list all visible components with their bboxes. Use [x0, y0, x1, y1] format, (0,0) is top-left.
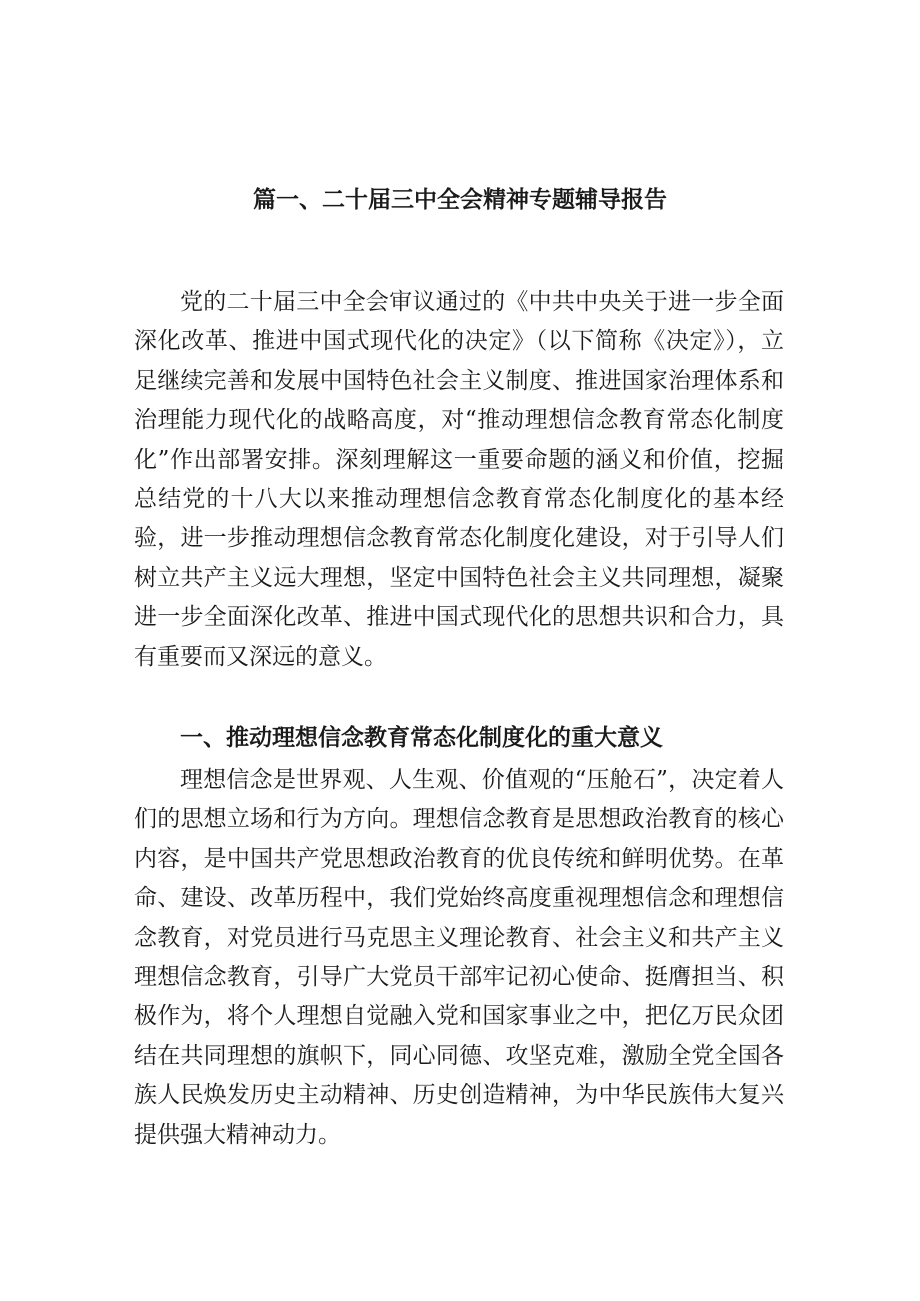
section-heading-1: 一、推动理想信念教育常态化制度化的重大意义 — [180, 725, 663, 751]
paragraph-intro: 党的二十届三中全会审议通过的《中共中央关于进一步全面深化改革、推进中国式现代化的决定》（以下简称《决定》），立足继续完善和发展中国特色社会主义制度、推进国家治理体系和治理能力现代化的战略高度，对“推动理想信念教育常态化制度化”作出部署安排。深刻理解这一重要命题的涵义和价值，挖掘总结党的十八大以来推动理想信念教育常态化制度化的基本经验，进一步推动理想信念教育常态化制度化建设，对于引导人们树立共产主义远大理想，坚定中国特色社会主义共同理想，凝聚进一步全面深化改革、推进中国式现代化的思想共识和合力，具有重要而又深远的意义。 — [134, 289, 784, 670]
paragraph-section-1: 理想信念是世界观、人生观、价值观的“压舱石”，决定着人们的思想立场和行为方向。理想信念教育是思想政治教育的核心内容，是中国共产党思想政治教育的优良传统和鲜明优势。在革命、建设、改革历程中，我们党始终高度重视理想信念和理想信念教育，对党员进行马克思主义理论教育、社会主义和共产主义理想信念教育，引导广大党员干部牢记初心使命、挺膺担当、积极作为，将个人理想自觉融入党和国家事业之中，把亿万民众团结在共同理想的旗帜下，同心同德、攻坚克难，激励全党全国各族人民焕发历史主动精神、历史创造精神，为中华民族伟大复兴提供强大精神动力。 — [134, 767, 784, 1148]
document-title: 篇一、二十届三中全会精神专题辅导报告 — [253, 187, 667, 213]
